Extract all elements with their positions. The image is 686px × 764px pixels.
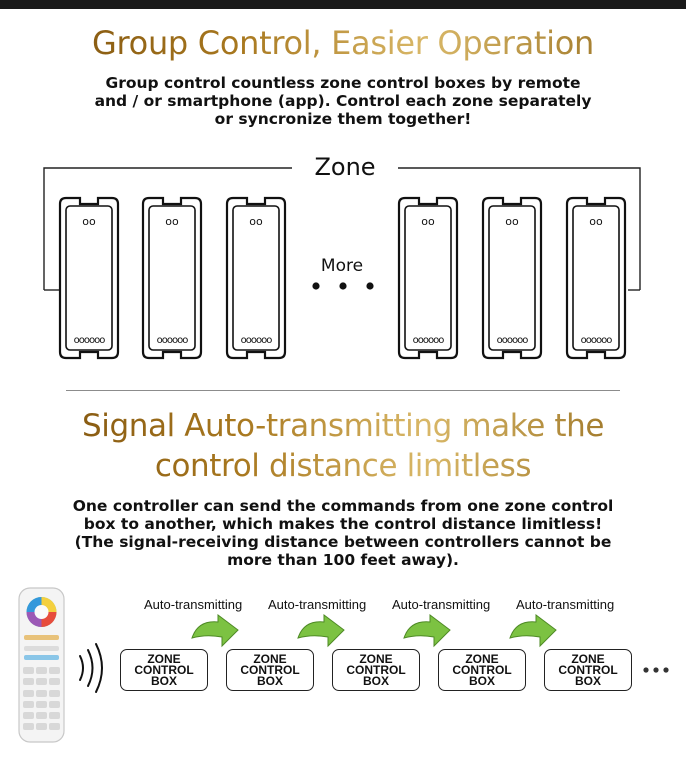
curved-arrow-icon [404,615,450,646]
zone-control-box-icon [227,198,285,358]
svg-text:oooooo: oooooo [580,335,612,346]
svg-text:oo: oo [165,215,179,228]
zone-control-box: ZONE CONTROL BOX [120,649,208,691]
zone-device-group [60,198,625,358]
svg-text:oooooo: oooooo [240,335,272,346]
auto-transmitting-label: Auto-transmitting [144,597,243,612]
zone-control-box-icon [567,198,625,358]
remote-control-icon [19,588,64,742]
more-label: More [320,256,364,276]
section-title-auto-transmitting: Signal Auto-transmitting make the control distance limitless [0,406,686,486]
svg-text:oooooo: oooooo [73,335,105,346]
auto-transmitting-label: Auto-transmitting [392,597,491,612]
svg-text:oo: oo [505,215,519,228]
zone-control-box-icon [60,198,118,358]
svg-text:oooooo: oooooo [412,335,444,346]
svg-text:oo: oo [82,215,96,228]
zone-control-box: ZONE CONTROL BOX [438,649,526,691]
zone-control-box: ZONE CONTROL BOX [226,649,314,691]
curved-arrow-icon [192,615,238,646]
zone-control-box-icon [483,198,541,358]
section-title-group-control: Group Control, Easier Operation [0,24,686,62]
zone-control-box-icon [143,198,201,358]
zone-control-box-icon [399,198,457,358]
ellipsis-icon [312,282,373,289]
svg-text:oo: oo [249,215,263,228]
curved-arrow-icon [510,615,556,646]
auto-transmitting-label: Auto-transmitting [268,597,367,612]
trailing-ellipsis-icon [643,667,668,672]
signal-waves-icon [80,644,102,692]
svg-text:oo: oo [589,215,603,228]
zone-label: Zone [314,153,376,181]
svg-text:oooooo: oooooo [496,335,528,346]
section-description-auto-transmitting: One controller can send the commands from one zone control box to another, which makes the control distance limitless! (The signal-receiving distance between controllers cannot be more than 100 feet away). [72,497,614,569]
section-description-group-control: Group control countless zone control boxes by remote and / or smartphone (app). Control each zone separately or syncronize them together! [94,74,592,128]
zone-control-box: ZONE CONTROL BOX [544,649,632,691]
curved-arrow-group [192,615,556,646]
zone-control-box: ZONE CONTROL BOX [332,649,420,691]
svg-text:oo: oo [421,215,435,228]
curved-arrow-icon [298,615,344,646]
section-divider [66,390,620,391]
svg-text:oooooo: oooooo [156,335,188,346]
auto-transmitting-label: Auto-transmitting [516,597,615,612]
